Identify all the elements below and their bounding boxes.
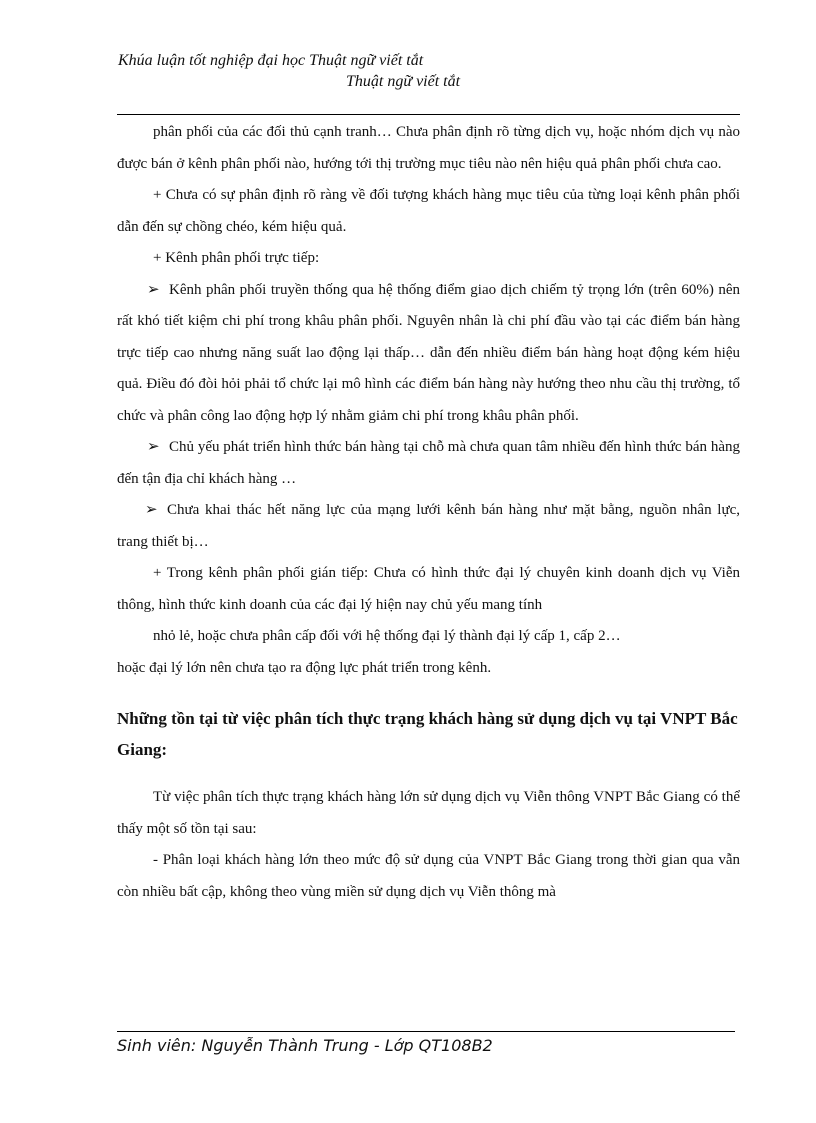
paragraph-1: phân phối của các đối thủ cạnh tranh… Chưa phân định rõ từng dịch vụ, hoặc nhóm dịch vụ nào được bán ở kênh phân phối nào, hướng tới thị trường mục tiêu nào nên hiệu quả phân phối chưa cao. bbox=[117, 124, 740, 172]
bullet-item-3 bbox=[117, 495, 740, 558]
page-footer: Sinh viên: Nguyễn Thành Trung - Lớp QT108B2 bbox=[117, 1036, 493, 1055]
bullet-text-2: Chủ yếu phát triển hình thức bán hàng tại chỗ mà chưa quan tâm nhiều đến hình thức bán hàng đến tận địa chỉ khách hàng … bbox=[117, 439, 740, 487]
header-divider bbox=[117, 114, 740, 115]
header-line-1: Khúa luận tốt nghiệp đại học Thuật ngữ viết tắt bbox=[118, 52, 424, 69]
arrow-bullet-icon: ➢ bbox=[145, 502, 158, 518]
footer-divider bbox=[117, 1031, 735, 1032]
paragraph-2: + Chưa có sự phân định rõ ràng về đối tượng khách hàng mục tiêu của từng loại kênh phân phối dẫn đến sự chồng chéo, kém hiệu quả. bbox=[117, 187, 740, 235]
bullet-text-1: Kênh phân phối truyền thống qua hệ thống điểm giao dịch chiếm tỷ trọng lớn (trên 60%) nên rất khó tiết kiệm chi phí trong khâu phân phối. Nguyên nhân là chi phí đầu vào tại các điểm bán hàng trực tiếp cao nhưng năng suất lao động lại thấp… dẫn đến nhiều điểm bán hàng hoạt động kém hiệu quả. Điều đó đòi hỏi phải tổ chức lại mô hình các điểm bán hàng này hướng theo nhu cầu thị trường, tổ chức và phân công lao động hợp lý nhằm giảm chi phí trong khâu phân phối. bbox=[117, 281, 740, 424]
paragraph-4: + Trong kênh phân phối gián tiếp: Chưa có hình thức đại lý chuyên kinh doanh dịch vụ Viễn thông, hình thức kinh doanh của các đại lý hiện nay chủ yếu mang tính bbox=[117, 565, 740, 613]
arrow-bullet-icon: ➢ bbox=[147, 439, 160, 455]
document-body bbox=[117, 117, 740, 908]
paragraph-5: Từ việc phân tích thực trạng khách hàng lớn sử dụng dịch vụ Viễn thông VNPT Bắc Giang có thể thấy một số tồn tại sau: bbox=[117, 789, 740, 837]
paragraph-3: + Kênh phân phối trực tiếp: bbox=[153, 250, 320, 266]
paragraph-6: - Phân loại khách hàng lớn theo mức độ sử dụng của VNPT Bắc Giang trong thời gian qua vẫn còn nhiều bất cập, không theo vùng miền sử dụng dịch vụ Viễn thông mà bbox=[117, 852, 740, 900]
bullet-text-3: Chưa khai thác hết năng lực của mạng lưới kênh bán hàng như mặt bằng, nguồn nhân lực, trang thiết bị… bbox=[117, 502, 740, 550]
section-heading: Những tồn tại từ việc phân tích thực trạng khách hàng sử dụng dịch vụ tại VNPT Bắc Giang: bbox=[117, 709, 738, 759]
paragraph-4-end: hoặc đại lý lớn nên chưa tạo ra động lực phát triển trong kênh. bbox=[117, 659, 492, 676]
header-line-2: Thuật ngữ viết tắt bbox=[346, 73, 461, 90]
page-header bbox=[118, 50, 498, 92]
bullet-item-1 bbox=[117, 275, 740, 433]
bullet-item-2 bbox=[117, 432, 740, 495]
paragraph-4-cont: nhỏ lẻ, hoặc chưa phân cấp đối với hệ thống đại lý thành đại lý cấp 1, cấp 2… bbox=[153, 628, 621, 644]
arrow-bullet-icon: ➢ bbox=[147, 281, 160, 298]
